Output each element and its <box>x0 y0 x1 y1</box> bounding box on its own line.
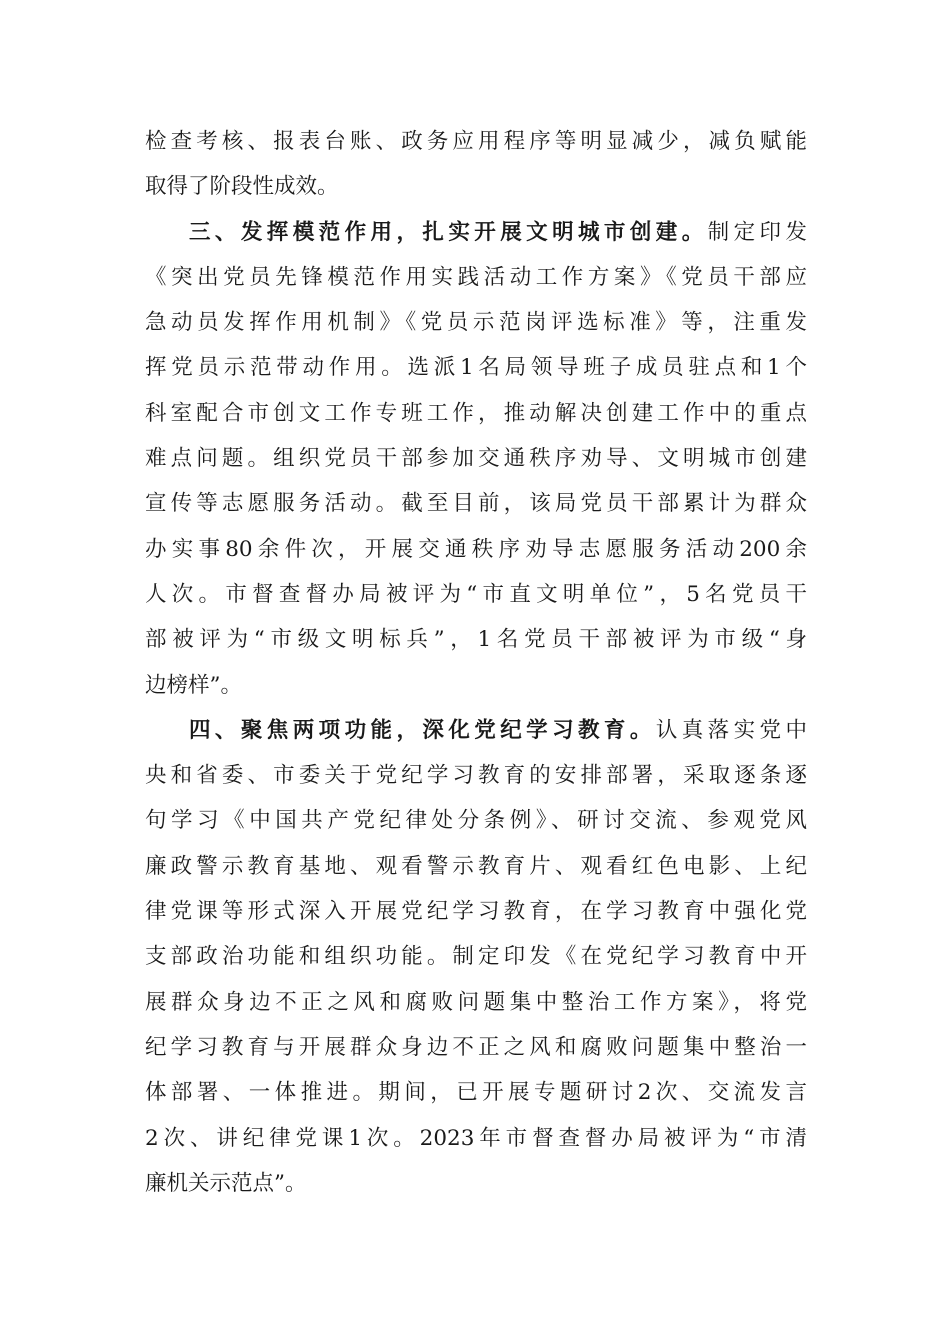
text-line: 边榜样”。 <box>145 672 242 698</box>
text-line: 检查考核、报表台账、政务应用程序等明显减少，减负赋能 <box>145 129 807 154</box>
paragraph-continued <box>145 119 807 210</box>
text-line: 廉机关示范点”。 <box>145 1170 307 1196</box>
text-run: 认真落实党中 <box>655 717 807 743</box>
text-line: 科室配合市创文工作专班工作，推动解决创建工作中的重点 <box>145 400 807 426</box>
text-line: 体部署、一体推进。期间，已开展专题研讨2次、交流发言 <box>145 1080 807 1106</box>
text-line: 央和省委、市委关于党纪学习教育的安排部署，采取逐条逐 <box>145 763 807 789</box>
text-line: 挥党员示范带动作用。选派1名局领导班子成员驻点和1个 <box>145 355 807 381</box>
text-line: 展群众身边不正之风和腐败问题集中整治工作方案》，将党 <box>145 989 807 1015</box>
text-line: 急动员发挥作用机制》《党员示范岗评选标准》等，注重发 <box>145 310 807 336</box>
document-page <box>145 119 807 1206</box>
text-line: 廉政警示教育基地、观看警示教育片、观看红色电影、上纪 <box>145 853 807 879</box>
text-line: 《突出党员先锋模范作用实践活动工作方案》《党员干部应 <box>145 264 807 290</box>
text-line: 部被评为“市级文明标兵”，1名党员干部被评为市级“身 <box>145 627 807 653</box>
paragraph-section-4 <box>145 708 807 1206</box>
text-line: 纪学习教育与开展群众身边不正之风和腐败问题集中整治一 <box>145 1034 807 1060</box>
text-line: 句学习《中国共产党纪律处分条例》、研讨交流、参观党风 <box>145 808 807 834</box>
text-line: 支部政治功能和组织功能。制定印发《在党纪学习教育中开 <box>145 944 807 970</box>
text-line: 难点问题。组织党员干部参加交通秩序劝导、文明城市创建 <box>145 446 807 472</box>
section-heading: 四、聚焦两项功能，深化党纪学习教育。 <box>189 717 656 743</box>
text-run: 制定印发 <box>707 219 807 245</box>
text-line: 2次、讲纪律党课1次。2023年市督查督办局被评为“市清 <box>145 1125 807 1151</box>
text-line: 办实事80余件次，开展交通秩序劝导志愿服务活动200余 <box>145 536 807 562</box>
text-line: 取得了阶段性成效。 <box>145 174 339 200</box>
text-line: 人次。市督查督办局被评为“市直文明单位”，5名党员干 <box>145 581 807 607</box>
text-line: 宣传等志愿服务活动。截至目前，该局党员干部累计为群众 <box>145 491 807 517</box>
paragraph-section-3 <box>145 210 807 708</box>
text-line <box>145 708 807 753</box>
section-heading: 三、发挥模范作用，扎实开展文明城市创建。 <box>189 219 708 245</box>
text-line <box>145 210 807 255</box>
text-line: 律党课等形式深入开展党纪学习教育，在学习教育中强化党 <box>145 899 807 925</box>
